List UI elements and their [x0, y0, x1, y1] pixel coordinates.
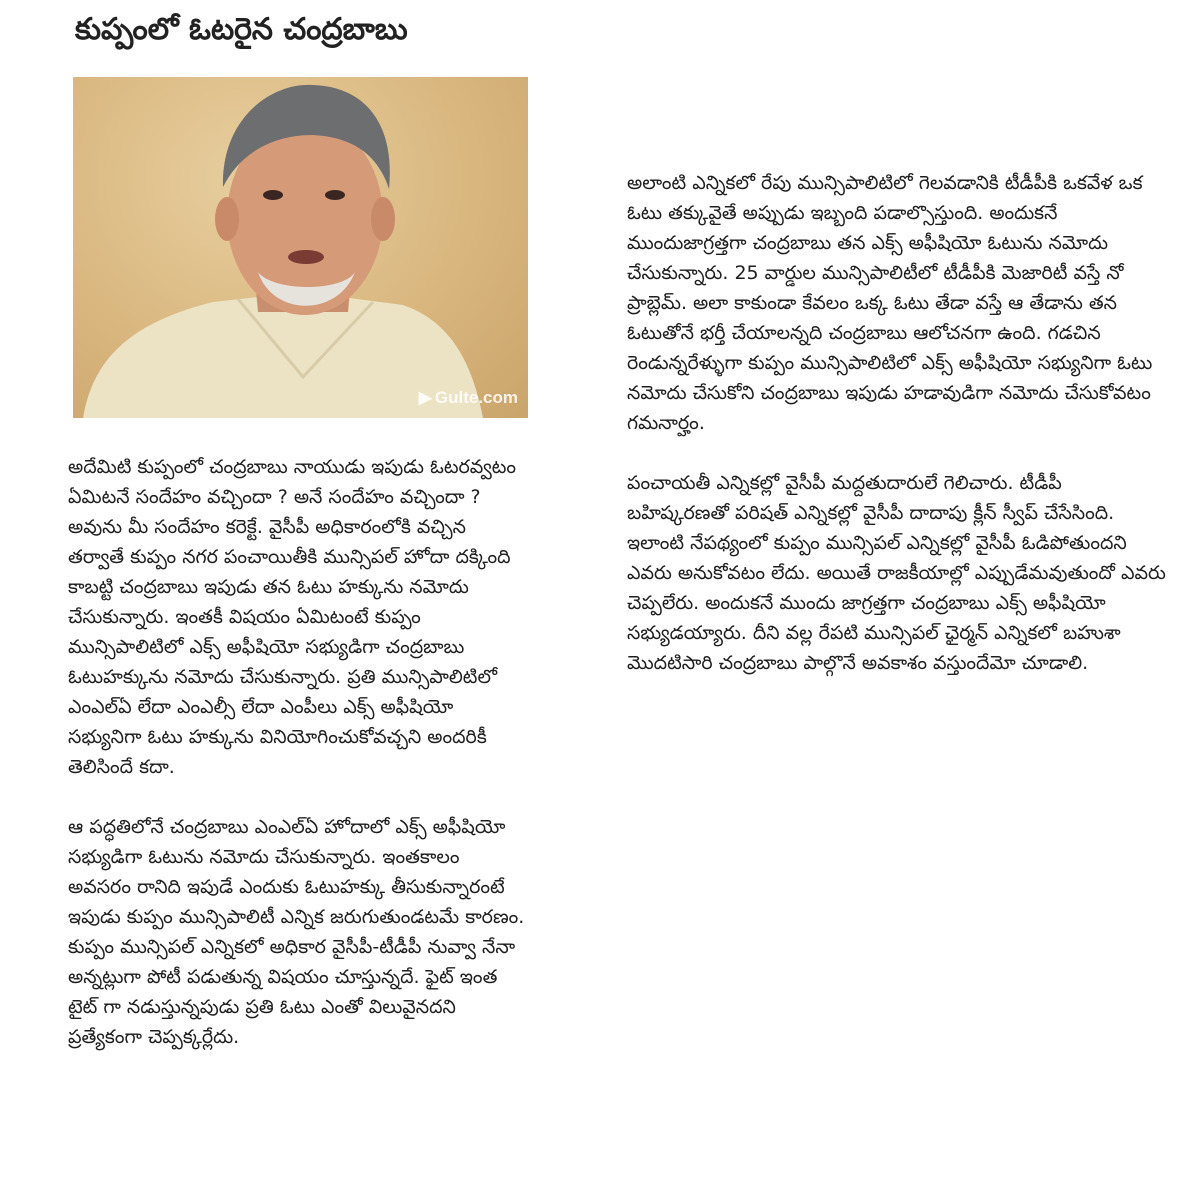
- headline: కుప్పంలో ఓటరైన చంద్రబాబు: [75, 12, 408, 47]
- paragraph: అలాంటి ఎన్నికలో రేపు మున్సిపాలిటిలో గెలవడానికి టీడీపీకి ఒకవేళ ఒక ఓటు తక్కువైతే అప్పుడు ఇబ్బంది పడాల్సొస్తుంది. అందుకనే ముందుజాగ్రత్తగా చంద్రబాబు తన ఎక్స్ అఫీషియో ఓటును నమోదు చేసుకున్నారు. 25 వార్డుల మున్సిపాలిటీలో టీడీపీకి మెజారిటీ వస్తే నో ప్రాబ్లెమ్. అలా కాకుండా కేవలం ఒక్క ఓటు తేడా వస్తే ఆ తేడాను తన ఓటుతోనే భర్తీ చేయాలన్నది చంద్రబాబు ఆలోచనగా ఉంది. గడచిన రెండున్నరేళ్ళుగా కుప్పం మున్సిపాలిటిలో ఎక్స్ అఫీషియో సభ్యునిగా ఓటు నమోదు చేసుకోని చంద్రబాబు ఇపుడు హడావుడిగా నమోదు చేసుకోవటం గమనార్హం.: [627, 172, 1153, 434]
- right-column: [627, 168, 1167, 708]
- paragraph: ఆ పద్ధతిలోనే చంద్రబాబు ఎంఎల్ఏ హోదాలో ఎక్స్ అఫీషియో సభ్యుడిగా ఓటును నమోదు చేసుకున్నారు. ఇంతకాలం అవసరం రానిది ఇపుడే ఎందుకు ఓటుహక్కు తీసుకున్నారంటే ఇపుడు కుప్పం మున్సిపాలిటీ ఎన్నిక జరుగుతుండటమే కారణం. కుప్పం మున్సిపల్ ఎన్నికలో అధికార వైసీపీ-టీడీపీ నువ్వా నేనా అన్నట్లుగా పోటీ పడుతున్న విషయం చూస్తున్నదే. ఫైట్ ఇంత టైట్ గా నడుస్తున్నపుడు ప్రతి ఓటు ఎంతో విలువైనదని ప్రత్యేకంగా చెప్పక్కర్లేదు.: [68, 816, 525, 1048]
- play-icon: ▶: [418, 388, 432, 407]
- photo-watermark: ▶ Gulte.com: [418, 388, 518, 407]
- paragraph: పంచాయతీ ఎన్నికల్లో వైసీపీ మద్దతుదారులే గెలిచారు. టీడీపీ బహిష్కరణతో పరిషత్ ఎన్నికల్లో వైసీపీ దాదాపు క్లీన్ స్వీప్ చేసేసింది. ఇలాంటి నేపథ్యంలో కుప్పం మున్సిపల్ ఎన్నికల్లో వైసీపీ ఓడిపోతుందని ఎవరు అనుకోవటం లేదు. అయితే రాజకీయాల్లో ఎప్పుడేమవుతుందో ఎవరు చెప్పలేరు. అందుకనే ముందు జాగ్రత్తగా చంద్రబాబు ఎక్స్ అఫీషియో సభ్యుడయ్యారు. దీని వల్ల రేపటి మున్సిపల్ ఛైర్మన్ ఎన్నికలో బహుశా మొదటిసారి చంద్రబాబు పాల్గొనే అవకాశం వస్తుందేమో చూడాలి.: [627, 472, 1166, 674]
- article-photo: [73, 77, 528, 418]
- paragraph: అదేమిటి కుప్పంలో చంద్రబాబు నాయుడు ఇపుడు ఓటరవ్వటం ఏమిటనే సందేహం వచ్చిందా ? అనే సందేహం వచ్చిందా ? అవును మీ సందేహం కరెక్టే. వైసీపీ అధికారంలోకి వచ్చిన తర్వాతే కుప్పం నగర పంచాయితీకి మున్సిపల్ హోదా దక్కింది కాబట్టి చంద్రబాబు ఇపుడు తన ఓటు హక్కును నమోదు చేసుకున్నారు. ఇంతకీ విషయం ఏమిటంటే కుప్పం మున్సిపాలిటిలో ఎక్స్ అఫీషియో సభ్యుడిగా చంద్రబాబు ఓటుహక్కును నమోదు చేసుకున్నారు. ప్రతి మున్సిపాలిటిలో ఎంఎల్ఏ లేదా ఎంఎల్సీ లేదా ఎంపీలు ఎక్స్ అఫీషియో సభ్యునిగా ఓటు హక్కును వినియోగించుకోవచ్చని అందరికీ తెలిసిందే కదా.: [68, 456, 517, 778]
- left-column: [68, 452, 528, 1082]
